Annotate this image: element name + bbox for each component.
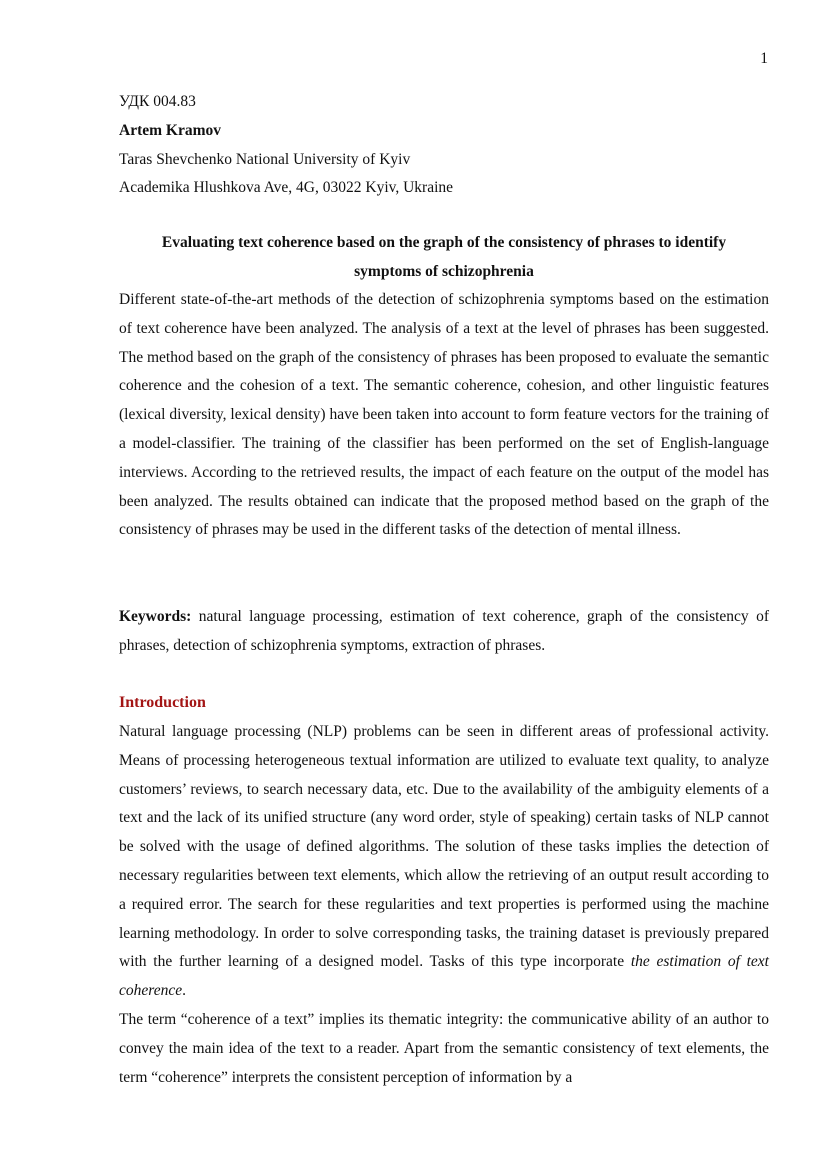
paper-title bbox=[119, 229, 769, 287]
author-name: Artem Kramov bbox=[119, 121, 221, 139]
paper-title-line-1: Evaluating text coherence based on the graph of the consistency of phrases to identify bbox=[161, 234, 727, 251]
introduction-paragraph-1 bbox=[119, 718, 769, 1006]
paper-header bbox=[119, 88, 769, 203]
introduction-paragraph-1-text: Natural language processing (NLP) problems can be seen in different areas of professional activity. Means of processing heterogeneous textual information are utilized to evaluate text quality, to analyze customers’ reviews, to search necessary data, etc. Due to the availability of the ambiguity elements of a text and the lack of its unified structure (any word order, style of speaking) certain tasks of NLP cannot be solved with the usage of defined algorithms. The solution of these tasks implies the detection of necessary regularities between text elements, which allow the retrieving of an output result according to a required error. The search for these regularities and text properties is performed using the machine learning methodology. In order to solve corresponding tasks, the training dataset is previously prepared with the further learning of a designed model. Tasks of this type incorporate bbox=[119, 723, 769, 971]
author-address: Academika Hlushkova Ave, 4G, 03022 Kyiv, Ukraine bbox=[119, 179, 454, 197]
keywords bbox=[119, 603, 769, 661]
udc-code: УДК 004.83 bbox=[119, 93, 196, 110]
introduction-paragraph-1-end: . bbox=[182, 982, 186, 1000]
introduction-heading: Introduction bbox=[119, 694, 206, 711]
introduction-emphasis: the estimation of text coherence bbox=[119, 953, 769, 1000]
keywords-label: Keywords: bbox=[119, 608, 192, 625]
page-number: 1 bbox=[760, 50, 768, 67]
introduction-paragraph-2: The term “coherence of a text” implies its thematic integrity: the communicative ability of an author to convey the main idea of the text to a reader. Apart from the semantic consistency of text elements, the term “coherence” interprets the consistent perception of information by a bbox=[119, 1011, 769, 1086]
abstract: Different state-of-the-art methods of the detection of schizophrenia symptoms based on the estimation of text coherence have been analyzed. The analysis of a text at the level of phrases has been suggested. The method based on the graph of the consistency of phrases has been proposed to evaluate the semantic coherence and the cohesion of a text. The semantic coherence, cohesion, and other linguistic features (lexical diversity, lexical density) have been taken into account to form feature vectors for the training of a model-classifier. The training of the classifier has been performed on the set of English-language interviews. According to the retrieved results, the impact of each feature on the output of the model has been analyzed. The results obtained can indicate that the proposed method based on the graph of the consistency of phrases may be used in the different tasks of the detection of mental illness. bbox=[119, 291, 769, 539]
keywords-text: natural language processing, estimation of text coherence, graph of the consistency of phrases, detection of schizophrenia symptoms, extraction of phrases. bbox=[119, 608, 769, 654]
author-affiliation: Taras Shevchenko National University of Kyiv bbox=[119, 150, 411, 168]
paper-title-line-2: symptoms of schizophrenia bbox=[354, 262, 534, 280]
